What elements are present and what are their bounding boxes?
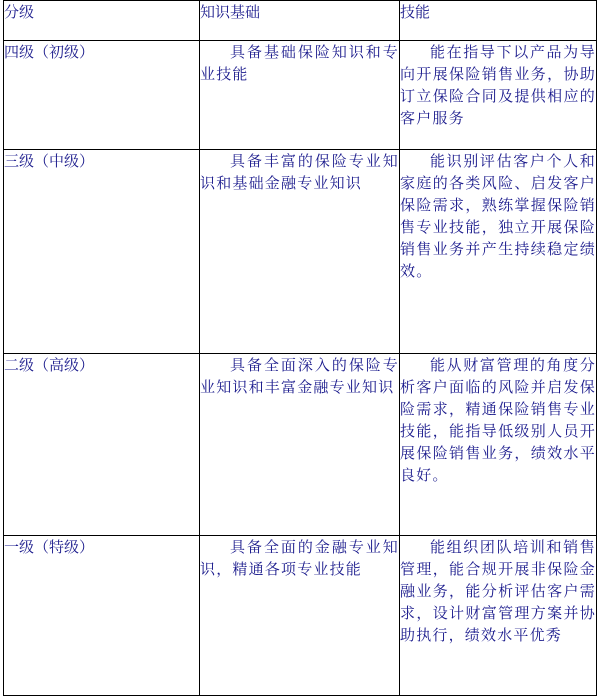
knowledge-text: 具备丰富的保险专业知识和基础金融专业知识 [200,152,399,192]
level-cell: 三级（中级） [4,150,200,354]
knowledge-cell [200,536,400,696]
table-row [4,150,597,354]
table-row [4,354,597,536]
level-cell: 二级（高级） [4,354,200,536]
skill-text: 能在指导下以产品为导向开展保险销售业务，协助订立保险合同及提供相应的客户服务 [400,43,596,127]
header-skill: 技能 [400,1,597,41]
knowledge-cell [200,41,400,150]
table-row [4,536,597,696]
header-knowledge: 知识基础 [200,1,400,41]
table-header-row [4,1,597,41]
skill-cell [400,354,597,536]
knowledge-text: 具备全面的金融专业知识，精通各项专业技能 [200,538,399,578]
skill-cell [400,536,597,696]
level-cell: 四级（初级） [4,41,200,150]
knowledge-cell [200,354,400,536]
skill-text: 能组织团队培训和销售管理，能合规开展非保险金融业务，能分析评估客户需求，设计财富管理方案并协助执行，绩效水平优秀 [400,538,596,644]
table-row [4,41,597,150]
header-level: 分级 [4,1,200,41]
qualification-table [3,0,597,696]
skill-cell [400,41,597,150]
skill-text: 能识别评估客户个人和家庭的各类风险、启发客户保险需求，熟练掌握保险销售专业技能，独立开展保险销售业务并产生持续稳定绩效。 [400,152,596,280]
knowledge-text: 具备基础保险知识和专业技能 [200,43,399,83]
skill-cell [400,150,597,354]
knowledge-cell [200,150,400,354]
knowledge-text: 具备全面深入的保险专业知识和丰富金融专业知识 [200,356,399,396]
level-cell: 一级（特级） [4,536,200,696]
skill-text: 能从财富管理的角度分析客户面临的风险并启发保险需求，精通保险销售专业技能，能指导低级别人员开展保险销售业务，绩效水平良好。 [400,356,596,484]
